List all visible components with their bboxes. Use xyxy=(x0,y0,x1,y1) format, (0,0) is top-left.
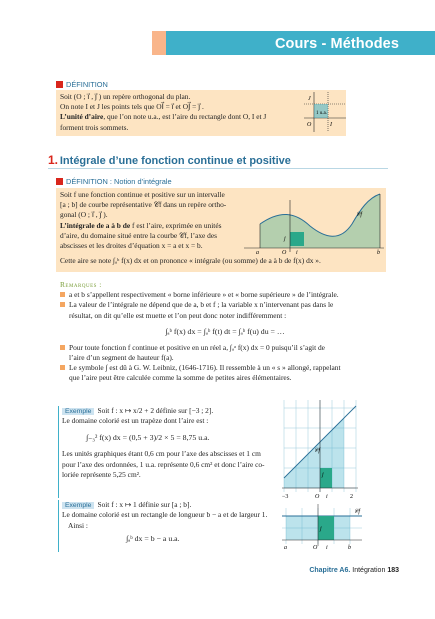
integral-area-figure xyxy=(240,192,386,254)
remark-line: résultat, on dit qu’elle est muette et l’on peut donc noter indifféremment : xyxy=(69,310,287,320)
definition-line: abscisses et les droites d’équation x = a et x = b. xyxy=(60,241,203,251)
example-2-intro: Exemple Soit f : x ↦ 1 définie sur [a ; b]. xyxy=(62,500,292,510)
remarks-block xyxy=(60,280,390,384)
remark-item: Le symbole ∫ est dû à G. W. Leibniz, (1646-1716). Il ressemble à un « s » allongé, rappelant xyxy=(60,363,390,373)
section-rule xyxy=(48,168,388,169)
fig-label-O: O xyxy=(313,545,318,551)
fig-label-O: O xyxy=(315,494,320,500)
fig-label-i: i⃗ xyxy=(326,494,333,500)
fig-label-j: j⃗ xyxy=(322,472,329,478)
fig-label-a: a xyxy=(284,545,287,551)
definition-text xyxy=(60,92,290,133)
definition-box xyxy=(56,90,346,136)
unit-area-figure xyxy=(302,90,346,134)
definition-line: L’unité d’aire, que l’on note u.a., est l’aire du rectangle dont O, I et J xyxy=(60,112,267,122)
definition-line: d’aire, du domaine situé entre la courbe 𝒞f, l’axe des xyxy=(60,230,218,240)
fig-label-i: i⃗ xyxy=(326,545,333,551)
example-2-figure xyxy=(282,504,364,552)
definition-line: Soit f une fonction continue et positive sur un intervalle xyxy=(60,190,225,199)
definition-line: L’intégrale de a à b de f est l’aire, exprimée en unités xyxy=(60,220,222,230)
definition-label: DÉFINITION : Notion d’intégrale xyxy=(56,177,172,187)
fig-label-I: I xyxy=(330,122,332,128)
fig-label-a: a xyxy=(256,250,259,254)
fig-label-O: O xyxy=(307,122,312,128)
section-number: 1. xyxy=(48,153,59,167)
integral-notation-line: Cette aire se note ∫ₐᵇ f(x) dx et on prononce « intégrale (ou somme) de a à b de f(x) dx ». xyxy=(60,256,321,265)
fig-label-j: j⃗ xyxy=(320,526,327,532)
example-line: Le domaine colorié est un trapèze dont l’aire est : xyxy=(62,416,209,426)
fig-label-2: 2 xyxy=(350,494,353,500)
example-line: pour l’axe des ordonnées, 1 u.a. représente 0,6 cm² et donc l’aire co- xyxy=(62,459,265,469)
example-rule xyxy=(58,406,59,498)
fig-label-b: b xyxy=(348,545,351,551)
example-2-equation: ∫ₐᵇ dx = b − a u.a. xyxy=(126,533,180,543)
fig-label-j: j⃗ xyxy=(284,236,291,242)
curve-label: 𝒞f xyxy=(314,448,321,454)
definition-line: Soit (O ; i⃗ , j⃗ ) un repère orthogonal du plan. xyxy=(60,92,191,101)
example-1 xyxy=(62,406,292,480)
remark-item: a et b s’appellent respectivement « borne inférieure » et « borne supérieure » de l’intégrale. xyxy=(60,290,390,300)
page-title: Cours - Méthodes xyxy=(274,36,399,52)
fig-label-i: i⃗ xyxy=(296,250,303,254)
definition-line: gonal (O ; i⃗ , j⃗ ). xyxy=(60,210,108,220)
bullet-icon xyxy=(60,345,65,350)
integral-definition-box xyxy=(56,188,386,272)
definition-line: On note I et J les points tels que OI⃗ = i⃗ et OJ⃗ = j⃗ . xyxy=(60,102,204,112)
page-footer xyxy=(309,566,399,576)
remarks-title: Remarques : xyxy=(60,280,102,289)
fig-label-J: J xyxy=(308,96,311,102)
curve-label: 𝒞f xyxy=(354,509,361,515)
remark-item: Pour toute fonction f continue et positive en un réel a, ∫ₐᵃ f(x) dx = 0 puisqu’il s’agit de xyxy=(60,343,390,353)
header-accent-stripe xyxy=(152,31,166,55)
fig-label-b: b xyxy=(377,250,380,254)
example-line: Le domaine colorié est un rectangle de longueur b − a et de largeur 1. xyxy=(62,510,268,520)
integral-definition-text xyxy=(60,190,238,251)
definition-line: [a ; b] de courbe représentative 𝒞f dans un repère ortho- xyxy=(60,200,227,210)
fig-label-minus3: −3 xyxy=(282,494,289,500)
section-title: Intégrale d’une fonction continue et positive xyxy=(59,155,291,167)
example-2 xyxy=(62,500,292,545)
remark-equation: ∫ₐᵇ f(x) dx = ∫ₐᵇ f(t) dt = ∫ₐᵇ f(u) du = … xyxy=(165,326,285,336)
bullet-icon xyxy=(60,365,65,370)
example-1-intro: Exemple Soit f : x ↦ x/2 + 2 définie sur [−3 ; 2]. xyxy=(62,406,292,416)
example-1-equation: ∫₋₃² f(x) dx = (0,5 + 3)/2 × 5 = 8,75 u.a. xyxy=(86,432,210,442)
example-label: Exemple xyxy=(62,408,94,415)
definition-square-icon xyxy=(56,178,63,185)
fig-label-O: O xyxy=(282,250,287,254)
remark-line: que l’aire peut être calculée comme la somme de petites aires élémentaires. xyxy=(69,373,292,383)
page-number: 183 xyxy=(387,567,399,574)
curve-label: 𝒞f xyxy=(356,212,363,218)
example-rule xyxy=(58,500,59,552)
section-heading xyxy=(48,152,291,169)
example-line: Les unités graphiques étant 0,6 cm pour l’axe des abscisses et 1 cm xyxy=(62,449,261,459)
bullet-icon xyxy=(60,292,65,297)
footer-topic: Intégration xyxy=(352,567,386,574)
definition-line: forment trois sommets. xyxy=(60,122,129,132)
integral-notation: ∫ₐᵇ f(x) dx xyxy=(112,256,142,265)
example-line: loriée représente 5,25 cm². xyxy=(62,469,141,479)
footer-chapter: Chapitre A6. xyxy=(309,567,351,574)
definition-square-icon xyxy=(56,81,63,88)
definition-label: DÉFINITION xyxy=(56,80,108,90)
remark-item: La valeur de l’intégrale ne dépend que de a, b et f ; la variable x n’intervenant pas dans le xyxy=(60,300,390,310)
fig-label-ua: 1 u.a. xyxy=(316,111,327,116)
example-label: Exemple xyxy=(62,502,94,509)
remark-line: l’aire d’un segment de hauteur f(a). xyxy=(69,352,174,362)
bullet-icon xyxy=(60,302,65,307)
example-line: Ainsi : xyxy=(68,520,88,530)
example-1-figure xyxy=(282,400,364,500)
